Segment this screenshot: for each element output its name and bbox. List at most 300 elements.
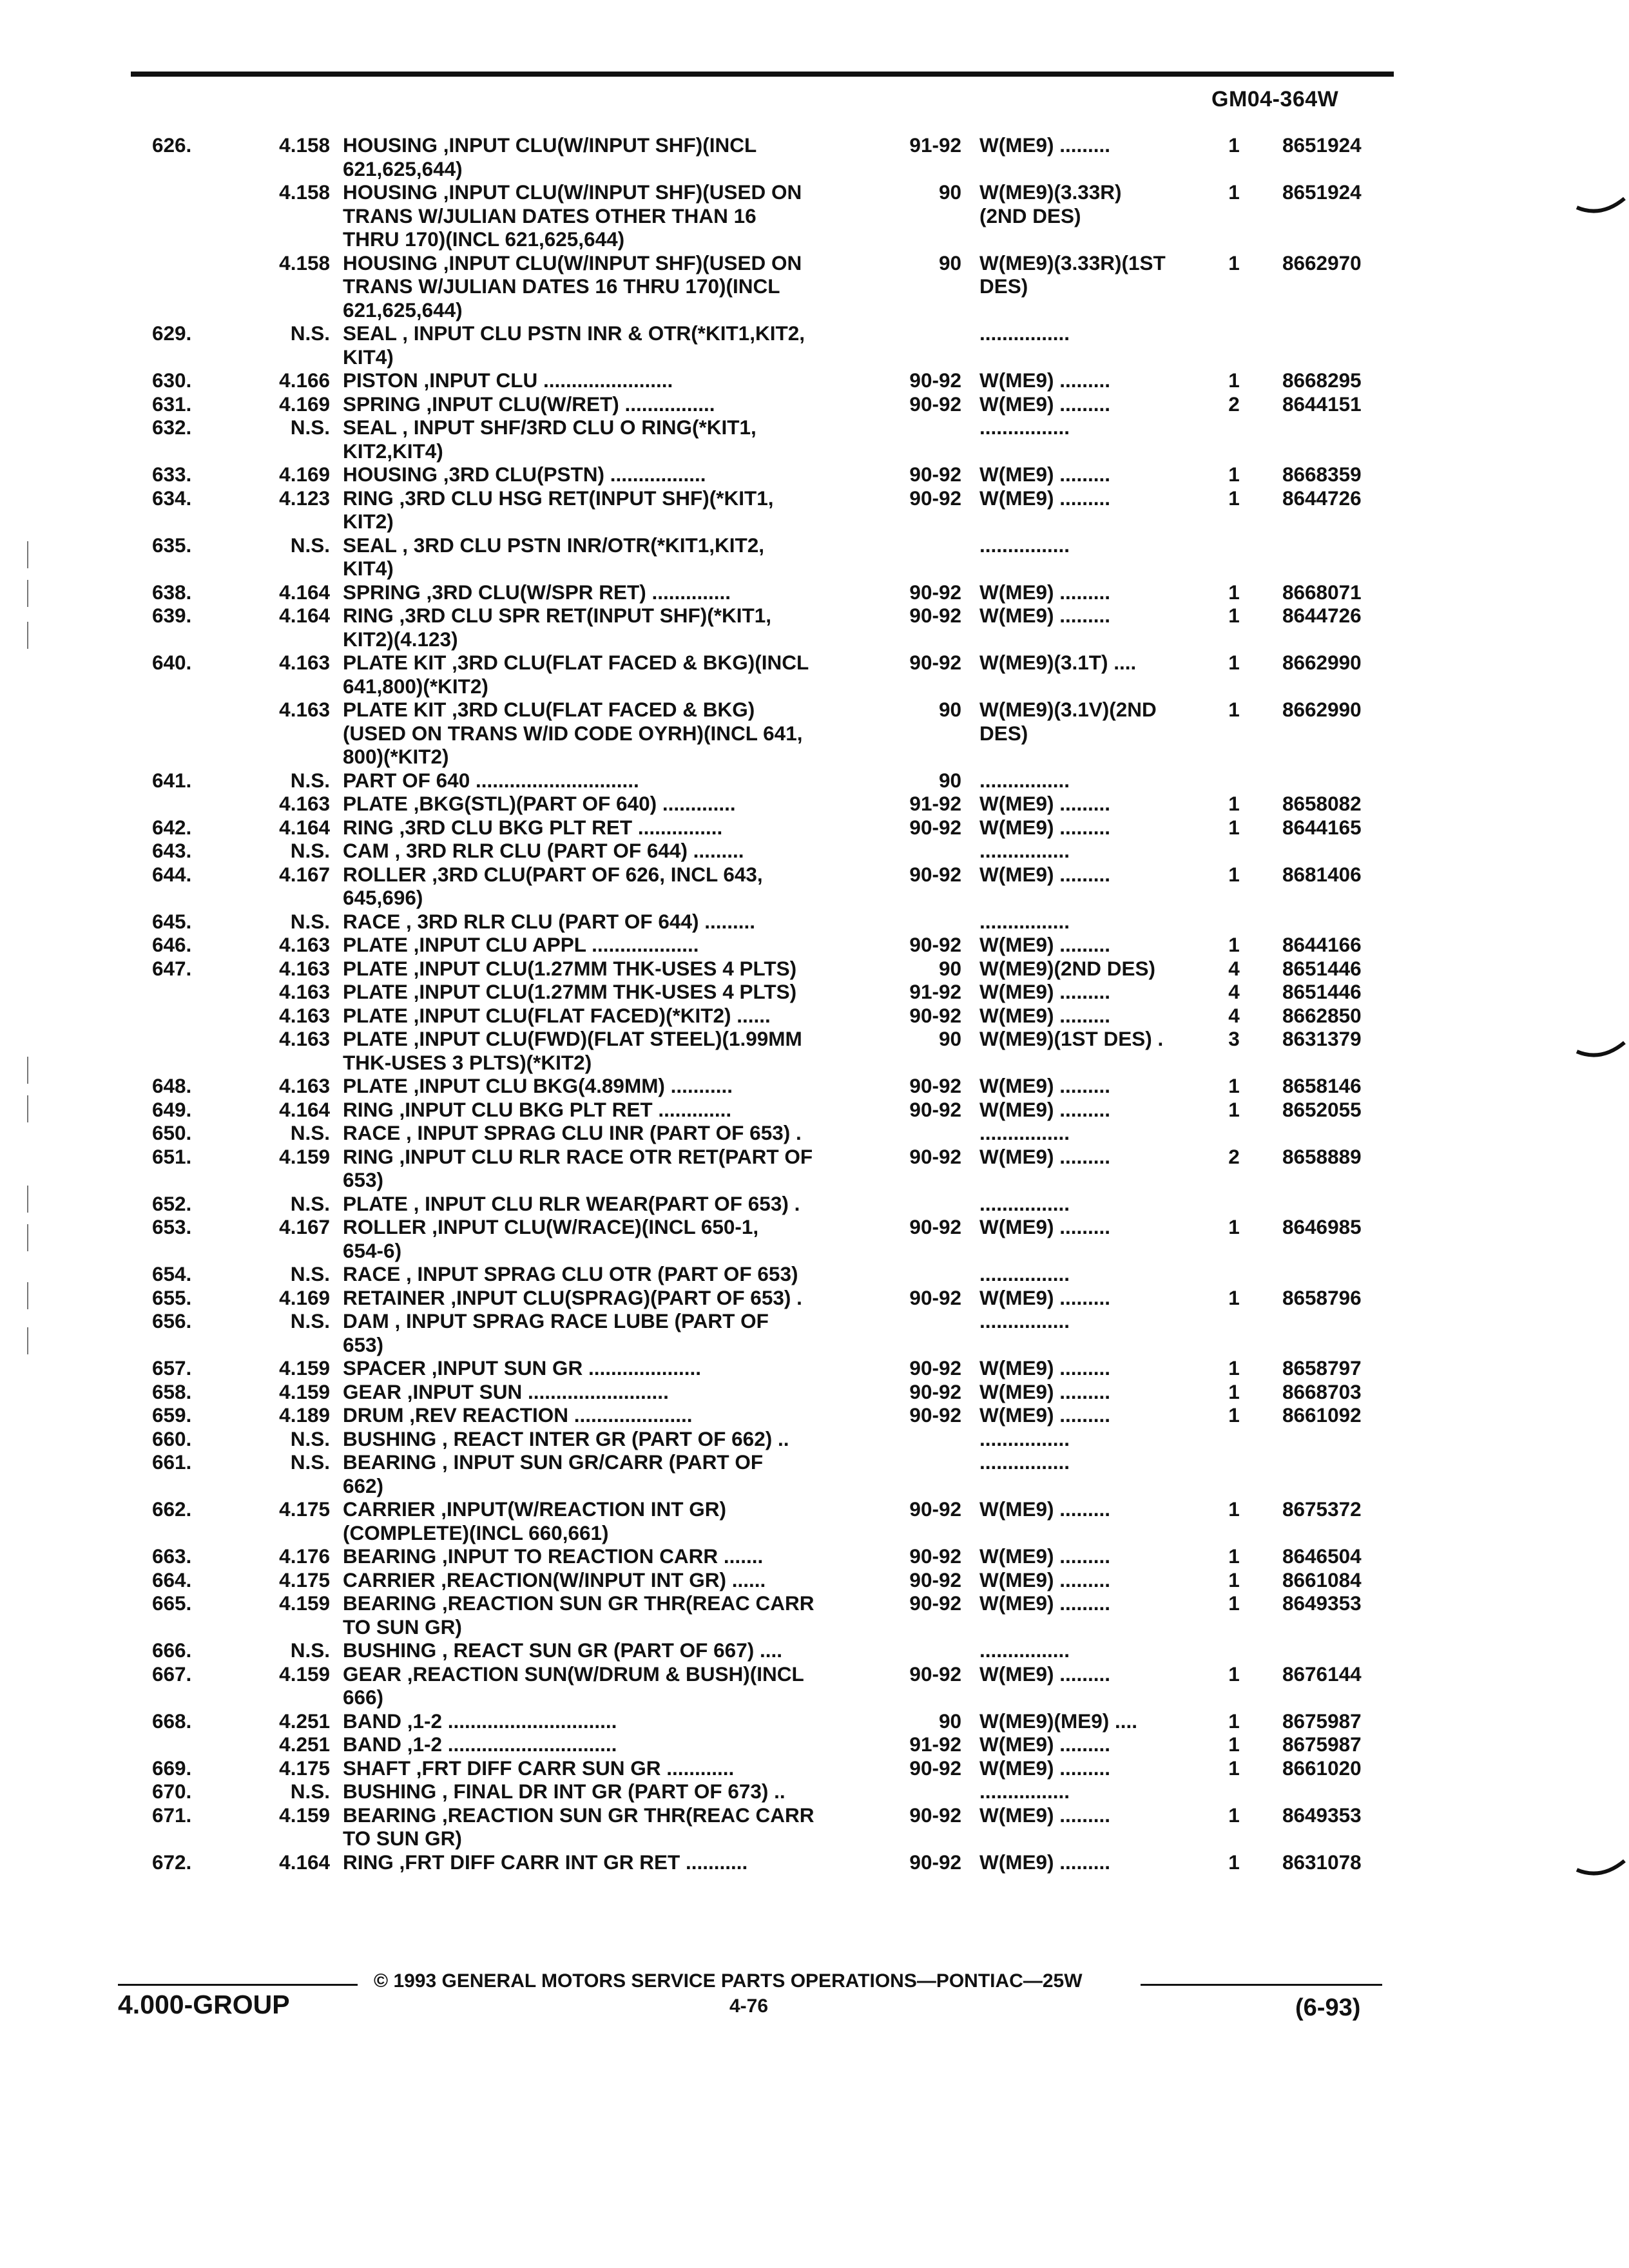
parts-row [0, 886, 1629, 910]
model-usage: W(ME9) ......... [979, 1591, 1110, 1615]
parts-row [0, 1192, 1629, 1216]
part-description: THK-USES 3 PLTS)(*KIT2) [343, 1050, 592, 1074]
model-usage: W(ME9) ......... [979, 1074, 1110, 1097]
parts-row [0, 322, 1629, 345]
group-number: 4.163 [279, 980, 330, 1003]
model-usage: ................ [979, 1639, 1070, 1662]
part-description: RING ,FRT DIFF CARR INT GR RET ........... [343, 1850, 748, 1874]
parts-row [0, 745, 1629, 769]
group-number: 4.176 [279, 1544, 330, 1568]
item-number: 644. [152, 862, 192, 886]
part-description: SHAFT ,FRT DIFF CARR SUN GR ............ [343, 1756, 735, 1780]
model-years: 90-92 [909, 1285, 961, 1309]
part-number: 8644726 [1282, 486, 1362, 510]
part-description: PLATE ,INPUT CLU(FLAT FACED)(*KIT2) ...... [343, 1003, 771, 1027]
group-number: 4.251 [279, 1733, 330, 1756]
part-description: PLATE ,INPUT CLU BKG(4.89MM) ........... [343, 1074, 733, 1097]
group-number: 4.167 [279, 1215, 330, 1238]
part-description: GEAR ,REACTION SUN(W/DRUM & BUSH)(INCL [343, 1662, 804, 1686]
quantity: 1 [1228, 698, 1240, 721]
parts-row [0, 980, 1629, 1004]
model-years: 90-92 [909, 1215, 961, 1238]
part-description: SPACER ,INPUT SUN GR .................... [343, 1356, 701, 1379]
item-number: 650. [152, 1121, 192, 1144]
model-usage: ................ [979, 1309, 1070, 1332]
quantity: 1 [1228, 133, 1240, 157]
model-usage: W(ME9) ......... [979, 1756, 1110, 1780]
parts-row [0, 1827, 1629, 1850]
model-usage: W(ME9) ......... [979, 815, 1110, 839]
margin-mark [27, 580, 28, 607]
parts-row [0, 1662, 1629, 1686]
part-number: 8646985 [1282, 1215, 1362, 1238]
model-usage: ................ [979, 1450, 1070, 1474]
part-description: PLATE ,INPUT CLU(FWD)(FLAT STEEL)(1.99MM [343, 1027, 802, 1050]
parts-row [0, 1168, 1629, 1192]
parts-row [0, 675, 1629, 698]
item-number: 635. [152, 533, 192, 557]
parts-row [0, 769, 1629, 793]
model-usage: ................ [979, 1262, 1070, 1285]
part-number: 8661092 [1282, 1403, 1362, 1427]
model-usage: ................ [979, 839, 1070, 862]
part-description: GEAR ,INPUT SUN ......................... [343, 1379, 669, 1403]
item-number: 659. [152, 1403, 192, 1427]
group-number: 4.159 [279, 1591, 330, 1615]
model-years: 90-92 [909, 815, 961, 839]
model-usage: W(ME9) ......... [979, 1003, 1110, 1027]
part-description: KIT4) [343, 345, 394, 369]
quantity: 1 [1228, 486, 1240, 510]
quantity: 1 [1228, 1215, 1240, 1238]
model-usage: W(ME9) ......... [979, 933, 1110, 956]
parts-row [0, 1450, 1629, 1474]
footer-rule-left [118, 1984, 358, 1986]
model-usage: W(ME9) ......... [979, 980, 1110, 1003]
model-years: 90 [938, 180, 961, 204]
group-number: N.S. [290, 768, 330, 792]
group-number: N.S. [290, 1309, 330, 1332]
part-description: DRUM ,REV REACTION ..................... [343, 1403, 693, 1427]
model-years: 90-92 [909, 1379, 961, 1403]
part-number: 8681406 [1282, 862, 1362, 886]
part-description: TO SUN GR) [343, 1615, 462, 1639]
part-number: 8661084 [1282, 1568, 1362, 1591]
part-description: THRU 170)(INCL 621,625,644) [343, 227, 625, 251]
group-number: 4.163 [279, 933, 330, 956]
quantity: 1 [1228, 792, 1240, 815]
parts-row [0, 604, 1629, 628]
parts-row [0, 1356, 1629, 1380]
parts-row [0, 933, 1629, 957]
parts-row [0, 486, 1629, 510]
group-number: 4.164 [279, 580, 330, 604]
quantity: 1 [1228, 180, 1240, 204]
item-number: 653. [152, 1215, 192, 1238]
model-years: 90-92 [909, 392, 961, 416]
group-number: 4.158 [279, 180, 330, 204]
group-number: 4.123 [279, 486, 330, 510]
part-description: BEARING ,REACTION SUN GR THR(REAC CARR [343, 1591, 815, 1615]
part-number: 8651446 [1282, 956, 1362, 980]
model-usage: ................ [979, 1780, 1070, 1803]
part-number: 8644165 [1282, 815, 1362, 839]
parts-row [0, 1497, 1629, 1521]
part-number: 8652055 [1282, 1097, 1362, 1121]
part-description: 800)(*KIT2) [343, 745, 449, 768]
item-number: 641. [152, 768, 192, 792]
quantity: 1 [1228, 580, 1240, 604]
model-usage: W(ME9) ......... [979, 1662, 1110, 1686]
margin-mark [27, 541, 28, 568]
model-usage: W(ME9) ......... [979, 1356, 1110, 1379]
part-description: 641,800)(*KIT2) [343, 674, 488, 698]
part-number: 8658146 [1282, 1074, 1362, 1097]
group-number: 4.163 [279, 1074, 330, 1097]
part-number: 8675372 [1282, 1497, 1362, 1521]
model-years: 90 [938, 698, 961, 721]
model-usage: W(ME9) ......... [979, 1285, 1110, 1309]
group-number: N.S. [290, 909, 330, 933]
part-number: 8676144 [1282, 1662, 1362, 1686]
item-number: 651. [152, 1144, 192, 1168]
model-years: 91-92 [909, 1733, 961, 1756]
part-number: 8658797 [1282, 1356, 1362, 1379]
model-usage: ................ [979, 1191, 1070, 1215]
group-number: 4.164 [279, 1097, 330, 1121]
quantity: 2 [1228, 392, 1240, 416]
model-usage: W(ME9)(3.33R)(1ST [979, 251, 1166, 274]
part-description: ROLLER ,3RD CLU(PART OF 626, INCL 643, [343, 862, 763, 886]
parts-row [0, 651, 1629, 675]
model-years: 90-92 [909, 1074, 961, 1097]
part-description: KIT2)(4.123) [343, 627, 458, 651]
group-number: 4.175 [279, 1568, 330, 1591]
group-number: N.S. [290, 1121, 330, 1144]
group-number: 4.175 [279, 1497, 330, 1521]
item-number: 649. [152, 1097, 192, 1121]
quantity: 1 [1228, 463, 1240, 486]
binder-hole-mark [1576, 1856, 1627, 1881]
part-description: CARRIER ,INPUT(W/REACTION INT GR) [343, 1497, 726, 1521]
model-usage: (2ND DES) [979, 204, 1081, 227]
part-description: RACE , INPUT SPRAG CLU OTR (PART OF 653) [343, 1262, 798, 1285]
model-years: 90-92 [909, 604, 961, 627]
model-years: 91-92 [909, 792, 961, 815]
model-usage: W(ME9) ......... [979, 486, 1110, 510]
part-number: 8662970 [1282, 251, 1362, 274]
group-number: 4.163 [279, 1027, 330, 1050]
group-number: 4.158 [279, 251, 330, 274]
group-number: N.S. [290, 1450, 330, 1474]
quantity: 4 [1228, 1003, 1240, 1027]
part-description: PISTON ,INPUT CLU ....................... [343, 369, 673, 392]
part-description: 621,625,644) [343, 157, 463, 180]
model-years: 91-92 [909, 980, 961, 1003]
footer-copyright: © 1993 GENERAL MOTORS SERVICE PARTS OPERATIONS—PONTIAC—25W [374, 1970, 1083, 1992]
group-number: 4.163 [279, 792, 330, 815]
parts-row [0, 227, 1629, 251]
part-description: SPRING ,INPUT CLU(W/RET) ................ [343, 392, 715, 416]
footer-date: (6-93) [1295, 1994, 1361, 2021]
parts-row [0, 204, 1629, 228]
model-years: 90-92 [909, 463, 961, 486]
item-number: 655. [152, 1285, 192, 1309]
part-description: BAND ,1-2 .............................. [343, 1733, 617, 1756]
part-description: PLATE KIT ,3RD CLU(FLAT FACED & BKG)(INCL [343, 651, 809, 674]
part-description: 645,696) [343, 886, 423, 909]
parts-row [0, 274, 1629, 298]
parts-row [0, 133, 1629, 157]
binder-hole-mark [1576, 193, 1627, 219]
part-description: PLATE , INPUT CLU RLR WEAR(PART OF 653) . [343, 1191, 800, 1215]
part-description: RING ,3RD CLU HSG RET(INPUT SHF)(*KIT1, [343, 486, 774, 510]
parts-row [0, 1239, 1629, 1263]
item-number: 633. [152, 463, 192, 486]
model-usage: W(ME9) ......... [979, 1215, 1110, 1238]
part-description: HOUSING ,INPUT CLU(W/INPUT SHF)(USED ON [343, 180, 802, 204]
model-years: 90-92 [909, 486, 961, 510]
part-description: KIT2,KIT4) [343, 439, 443, 463]
item-number: 631. [152, 392, 192, 416]
model-years: 90-92 [909, 1568, 961, 1591]
model-usage: W(ME9) ......... [979, 369, 1110, 392]
group-number: N.S. [290, 533, 330, 557]
group-number: 4.163 [279, 651, 330, 674]
part-description: RACE , 3RD RLR CLU (PART OF 644) ......... [343, 909, 755, 933]
item-number: 672. [152, 1850, 192, 1874]
margin-mark [27, 1224, 28, 1251]
part-description: (USED ON TRANS W/ID CODE OYRH)(INCL 641, [343, 721, 803, 745]
parts-row [0, 251, 1629, 275]
item-number: 646. [152, 933, 192, 956]
model-usage: W(ME9) ......... [979, 604, 1110, 627]
model-usage: ................ [979, 416, 1070, 439]
parts-row [0, 1474, 1629, 1498]
part-description: HOUSING ,3RD CLU(PSTN) ................. [343, 463, 706, 486]
quantity: 1 [1228, 651, 1240, 674]
item-number: 667. [152, 1662, 192, 1686]
item-number: 669. [152, 1756, 192, 1780]
parts-row [0, 1568, 1629, 1592]
parts-row [0, 910, 1629, 934]
parts-row [0, 533, 1629, 557]
item-number: 643. [152, 839, 192, 862]
part-description: PLATE ,INPUT CLU APPL ................... [343, 933, 699, 956]
parts-row [0, 1615, 1629, 1639]
group-number: 4.175 [279, 1756, 330, 1780]
quantity: 1 [1228, 815, 1240, 839]
part-description: PLATE ,INPUT CLU(1.27MM THK-USES 4 PLTS) [343, 956, 797, 980]
model-usage: ................ [979, 1121, 1070, 1144]
item-number: 668. [152, 1709, 192, 1733]
group-number: 4.251 [279, 1709, 330, 1733]
group-number: N.S. [290, 1639, 330, 1662]
quantity: 1 [1228, 1097, 1240, 1121]
model-years: 90 [938, 1027, 961, 1050]
item-number: 639. [152, 604, 192, 627]
group-number: 4.163 [279, 956, 330, 980]
part-description: 662) [343, 1474, 384, 1497]
parts-row [0, 1850, 1629, 1874]
parts-row [0, 1544, 1629, 1568]
part-description: PART OF 640 ............................. [343, 768, 639, 792]
model-usage: W(ME9)(2ND DES) [979, 956, 1155, 980]
quantity: 1 [1228, 862, 1240, 886]
item-number: 661. [152, 1450, 192, 1474]
group-number: 4.169 [279, 463, 330, 486]
item-number: 645. [152, 909, 192, 933]
parts-row [0, 1403, 1629, 1427]
model-usage: W(ME9) ......... [979, 1544, 1110, 1568]
part-number: 8631379 [1282, 1027, 1362, 1050]
model-years: 90-92 [909, 1356, 961, 1379]
part-description: BEARING ,INPUT TO REACTION CARR ....... [343, 1544, 764, 1568]
group-number: 4.169 [279, 392, 330, 416]
part-description: RING ,3RD CLU SPR RET(INPUT SHF)(*KIT1, [343, 604, 772, 627]
item-number: 629. [152, 322, 192, 345]
item-number: 671. [152, 1803, 192, 1827]
quantity: 1 [1228, 933, 1240, 956]
group-number: 4.164 [279, 1850, 330, 1874]
parts-row [0, 1286, 1629, 1310]
model-usage: W(ME9)(3.1V)(2ND [979, 698, 1157, 721]
item-number: 630. [152, 369, 192, 392]
part-description: 621,625,644) [343, 298, 463, 322]
part-description: SEAL , INPUT SHF/3RD CLU O RING(*KIT1, [343, 416, 757, 439]
parts-row [0, 839, 1629, 863]
parts-row [0, 581, 1629, 604]
top-rule [131, 72, 1394, 77]
part-description: RACE , INPUT SPRAG CLU INR (PART OF 653) . [343, 1121, 802, 1144]
part-description: HOUSING ,INPUT CLU(W/INPUT SHF)(INCL [343, 133, 757, 157]
footer-group: 4.000-GROUP [118, 1990, 290, 2019]
parts-row [0, 1756, 1629, 1780]
item-number: 647. [152, 956, 192, 980]
parts-row [0, 557, 1629, 581]
part-description: PLATE ,BKG(STL)(PART OF 640) ............. [343, 792, 736, 815]
quantity: 1 [1228, 604, 1240, 627]
model-years: 90-92 [909, 1756, 961, 1780]
margin-mark [27, 1327, 28, 1354]
part-description: BAND ,1-2 .............................. [343, 1709, 617, 1733]
item-number: 638. [152, 580, 192, 604]
part-number: 8662850 [1282, 1003, 1362, 1027]
item-number: 632. [152, 416, 192, 439]
parts-row [0, 1803, 1629, 1827]
part-description: KIT4) [343, 557, 394, 580]
margin-mark [27, 1095, 28, 1122]
item-number: 656. [152, 1309, 192, 1332]
group-number: N.S. [290, 416, 330, 439]
model-usage: W(ME9)(3.1T) .... [979, 651, 1137, 674]
item-number: 662. [152, 1497, 192, 1521]
parts-row [0, 1074, 1629, 1098]
model-usage: W(ME9)(ME9) .... [979, 1709, 1137, 1733]
model-usage: W(ME9) ......... [979, 1403, 1110, 1427]
group-number: 4.159 [279, 1803, 330, 1827]
group-number: N.S. [290, 1262, 330, 1285]
group-number: 4.159 [279, 1144, 330, 1168]
model-usage: W(ME9) ......... [979, 463, 1110, 486]
binder-hole-mark [1576, 1037, 1627, 1063]
part-description: RING ,INPUT CLU RLR RACE OTR RET(PART OF [343, 1144, 813, 1168]
item-number: 666. [152, 1639, 192, 1662]
model-years: 90-92 [909, 862, 961, 886]
quantity: 1 [1228, 1709, 1240, 1733]
part-number: 8644151 [1282, 392, 1362, 416]
part-description: BEARING ,REACTION SUN GR THR(REAC CARR [343, 1803, 815, 1827]
model-years: 90-92 [909, 369, 961, 392]
part-number: 8658889 [1282, 1144, 1362, 1168]
part-description: RING ,3RD CLU BKG PLT RET ............... [343, 815, 723, 839]
group-number: 4.159 [279, 1379, 330, 1403]
group-number: 4.169 [279, 1285, 330, 1309]
part-description: BEARING , INPUT SUN GR/CARR (PART OF [343, 1450, 764, 1474]
parts-row [0, 863, 1629, 887]
item-number: 642. [152, 815, 192, 839]
item-number: 670. [152, 1780, 192, 1803]
item-number: 648. [152, 1074, 192, 1097]
parts-row [0, 722, 1629, 745]
item-number: 634. [152, 486, 192, 510]
part-number: 8651446 [1282, 980, 1362, 1003]
parts-row [0, 416, 1629, 439]
model-usage: W(ME9) ......... [979, 1803, 1110, 1827]
model-years: 90-92 [909, 1097, 961, 1121]
parts-row [0, 628, 1629, 651]
part-description: KIT2) [343, 510, 394, 533]
item-number: 664. [152, 1568, 192, 1591]
part-description: SPRING ,3RD CLU(W/SPR RET) .............. [343, 580, 731, 604]
parts-row [0, 1121, 1629, 1145]
model-usage: W(ME9) ......... [979, 392, 1110, 416]
part-number: 8658082 [1282, 792, 1362, 815]
parts-row [0, 1215, 1629, 1239]
parts-row [0, 1780, 1629, 1803]
part-number: 8675987 [1282, 1709, 1362, 1733]
model-usage: W(ME9) ......... [979, 133, 1110, 157]
part-description: 666) [343, 1686, 384, 1709]
quantity: 1 [1228, 1803, 1240, 1827]
quantity: 1 [1228, 1356, 1240, 1379]
parts-row [0, 1380, 1629, 1404]
quantity: 1 [1228, 1379, 1240, 1403]
item-number: 660. [152, 1427, 192, 1450]
part-number: 8662990 [1282, 698, 1362, 721]
model-usage: W(ME9) ......... [979, 1097, 1110, 1121]
quantity: 1 [1228, 1497, 1240, 1521]
quantity: 1 [1228, 1591, 1240, 1615]
parts-row [0, 1686, 1629, 1709]
parts-row [0, 298, 1629, 322]
parts-row [0, 1591, 1629, 1615]
model-usage: ................ [979, 533, 1070, 557]
group-number: 4.164 [279, 604, 330, 627]
part-description: 654-6) [343, 1238, 402, 1262]
parts-row [0, 1333, 1629, 1357]
part-description: TRANS W/JULIAN DATES 16 THRU 170)(INCL [343, 274, 780, 298]
quantity: 1 [1228, 1544, 1240, 1568]
model-years: 90 [938, 956, 961, 980]
quantity: 1 [1228, 369, 1240, 392]
document-id: GM04-364W [1211, 87, 1339, 111]
model-usage: DES) [979, 721, 1028, 745]
model-usage: W(ME9)(1ST DES) . [979, 1027, 1164, 1050]
quantity: 1 [1228, 1733, 1240, 1756]
model-usage: W(ME9) ......... [979, 1379, 1110, 1403]
parts-row [0, 1733, 1629, 1756]
